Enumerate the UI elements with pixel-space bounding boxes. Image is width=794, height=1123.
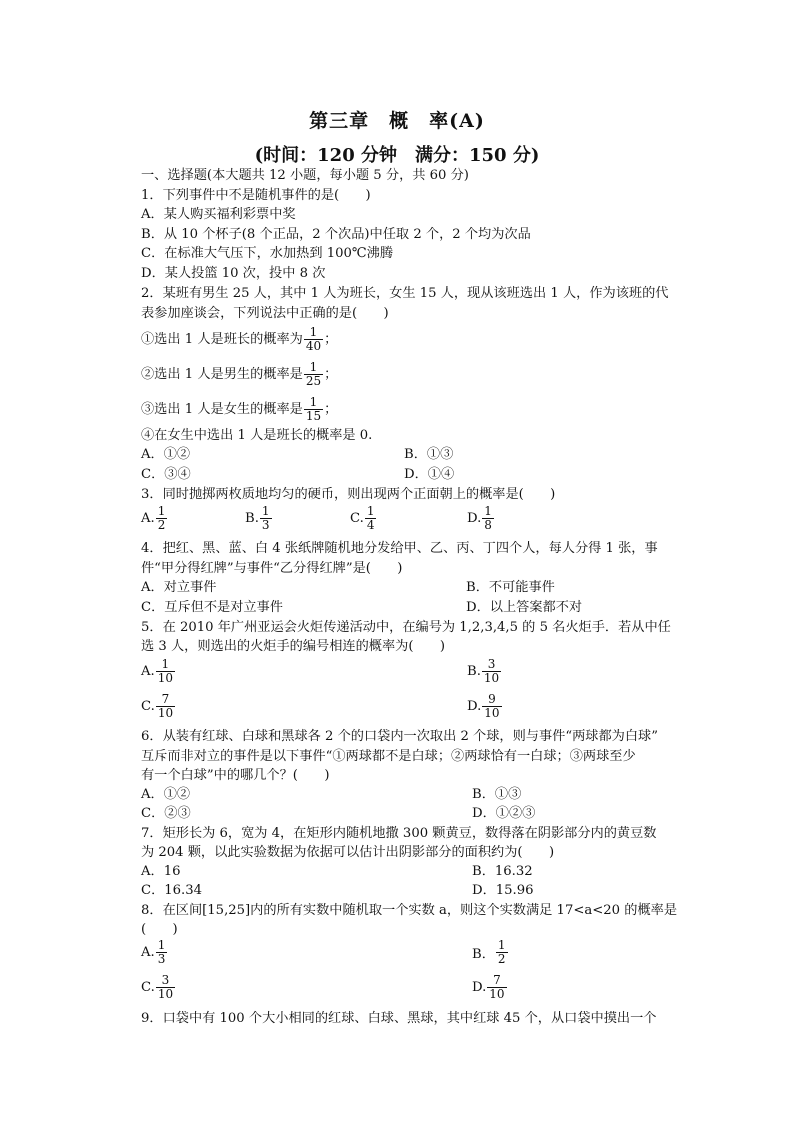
q3-option-c: C. $\frac{1}{4}$ <box>350 504 375 532</box>
q5-option-d: D. $\frac{9}{10}$ <box>467 692 500 720</box>
q8-option-c: C. $\frac{3}{10}$ <box>141 973 174 1001</box>
q6-option-a: A．①② <box>141 787 191 802</box>
q6-stem-line2: 互斥而非对立的事件是以下事件“①两球都不是白球；②两球恰有一白球；③两球至少 <box>141 749 636 764</box>
fraction: $\frac{1}{4}$ <box>366 504 375 532</box>
fraction: $\frac{3}{10}$ <box>157 973 174 1001</box>
fraction: $\frac{1}{40}$ <box>305 325 322 353</box>
q2-option-d: D．①④ <box>404 467 455 482</box>
q7-option-d: D．15.96 <box>472 883 534 898</box>
fraction: $\frac{1}{15}$ <box>305 395 322 423</box>
q8-option-b: B． $\frac{1}{2}$ <box>472 938 506 966</box>
q9-stem-line1: 9．口袋中有 100 个大小相同的红球、白球、黑球，其中红球 45 个，从口袋中摸出一个 <box>141 1011 657 1026</box>
fraction: $\frac{1}{3}$ <box>261 504 270 532</box>
q1-option-c: C．在标准大气压下，水加热到 100℃沸腾 <box>141 246 394 261</box>
q3-option-a: A. $\frac{1}{2}$ <box>141 504 166 532</box>
fraction: $\frac{1}{10}$ <box>157 657 173 685</box>
q7-option-a: A．16 <box>141 864 181 879</box>
q4-option-b: B．不可能事件 <box>466 580 555 595</box>
q4-option-a: A．对立事件 <box>141 580 217 595</box>
q1-stem: 1．下列事件中不是随机事件的是( ) <box>141 188 371 203</box>
q4-option-d: D．以上答案都不对 <box>466 600 583 615</box>
q1-option-a: A．某人购买福利彩票中奖 <box>141 207 296 222</box>
q6-option-c: C．②③ <box>141 806 191 821</box>
fraction: $\frac{1}{8}$ <box>484 504 492 532</box>
q2-statement-1: ①选出 1 人是班长的概率为 $\frac{1}{40}$ ； <box>141 325 338 353</box>
q5-option-a: A. $\frac{1}{10}$ <box>141 657 173 685</box>
q8-stem-line2: ( ) <box>141 922 178 937</box>
q4-stem-line2: 件“甲分得红牌”与事件“乙分得红牌”是( ) <box>141 561 403 576</box>
q2-statement-2: ②选出 1 人是男生的概率是 $\frac{1}{25}$ ； <box>141 360 338 388</box>
q4-option-c: C．互斥但不是对立事件 <box>141 600 283 615</box>
fraction: $\frac{1}{25}$ <box>305 360 322 388</box>
q3-stem: 3．同时抛掷两枚质地均匀的硬币，则出现两个正面朝上的概率是( ) <box>141 487 556 502</box>
q2-option-a: A．①② <box>141 447 191 462</box>
q2-statement-4: ④在女生中选出 1 人是班长的概率是 0. <box>141 428 373 443</box>
page-title: 第三章 概 率(A) <box>309 110 485 132</box>
q5-stem-line1: 5．在 2010 年广州亚运会火炬传递活动中，在编号为 1,2,3,4,5 的 5 名火炬手．若从中任 <box>141 620 671 635</box>
fraction: $\frac{3}{10}$ <box>483 657 500 685</box>
page-subtitle: (时间：120 分钟 满分：150 分) <box>254 145 540 166</box>
q2-stem-line2: 表参加座谈会，下列说法中正确的是( ) <box>141 306 389 321</box>
fraction: $\frac{1}{3}$ <box>157 938 166 966</box>
q3-option-d: D. $\frac{1}{8}$ <box>467 504 492 532</box>
q8-option-d: D. $\frac{7}{10}$ <box>472 973 505 1001</box>
q8-stem-line1: 8．在区间[15,25]内的所有实数中随机取一个实数 a，则这个实数满足 17<a<20 的概率是 <box>141 903 678 918</box>
q6-option-d: D．①②③ <box>472 806 536 821</box>
fraction: $\frac{1}{2}$ <box>497 938 506 966</box>
q5-option-b: B. $\frac{3}{10}$ <box>467 657 500 685</box>
fraction: $\frac{1}{2}$ <box>157 504 166 532</box>
q5-stem-line2: 选 3 人，则选出的火炬手的编号相连的概率为( ) <box>141 639 445 654</box>
q7-option-c: C．16.34 <box>141 883 203 898</box>
q2-stem-line1: 2．某班有男生 25 人，其中 1 人为班长，女生 15 人，现从该班选出 1 人，作为该班的代 <box>141 286 669 301</box>
q1-option-b: B．从 10 个杯子(8 个正品，2 个次品)中任取 2 个，2 个均为次品 <box>141 227 531 242</box>
q3-option-b: B. $\frac{1}{3}$ <box>245 504 270 532</box>
q7-stem-line1: 7．矩形长为 6，宽为 4，在矩形内随机地撒 300 颗黄豆，数得落在阴影部分内的黄豆数 <box>141 826 657 841</box>
q2-option-c: C．③④ <box>141 467 191 482</box>
fraction: $\frac{7}{10}$ <box>489 973 505 1001</box>
q6-stem-line3: 有一个白球”中的哪几个？( ) <box>141 768 330 783</box>
q2-statement-3: ③选出 1 人是女生的概率是 $\frac{1}{15}$ ； <box>141 395 338 423</box>
q8-option-a: A. $\frac{1}{3}$ <box>141 938 166 966</box>
q1-option-d: D．某人投篮 10 次，投中 8 次 <box>141 266 326 281</box>
fraction: $\frac{7}{10}$ <box>157 692 174 720</box>
fraction: $\frac{9}{10}$ <box>484 692 500 720</box>
q6-stem-line1: 6．从装有红球、白球和黑球各 2 个的口袋内一次取出 2 个球，则与事件“两球都为白球” <box>141 729 658 744</box>
q4-stem-line1: 4．把红、黑、蓝、白 4 张纸牌随机地分发给甲、乙、丙、丁四个人，每人分得 1 张，事 <box>141 541 658 556</box>
section-heading: 一、选择题(本大题共 12 小题，每小题 5 分，共 60 分) <box>141 168 469 183</box>
q7-stem-line2: 为 204 颗，以此实验数据为依据可以估计出阴影部分的面积约为( ) <box>141 845 555 860</box>
q7-option-b: B．16.32 <box>472 864 533 879</box>
q2-option-b: B．①③ <box>404 447 454 462</box>
q5-option-c: C. $\frac{7}{10}$ <box>141 692 174 720</box>
q6-option-b: B．①③ <box>472 787 522 802</box>
